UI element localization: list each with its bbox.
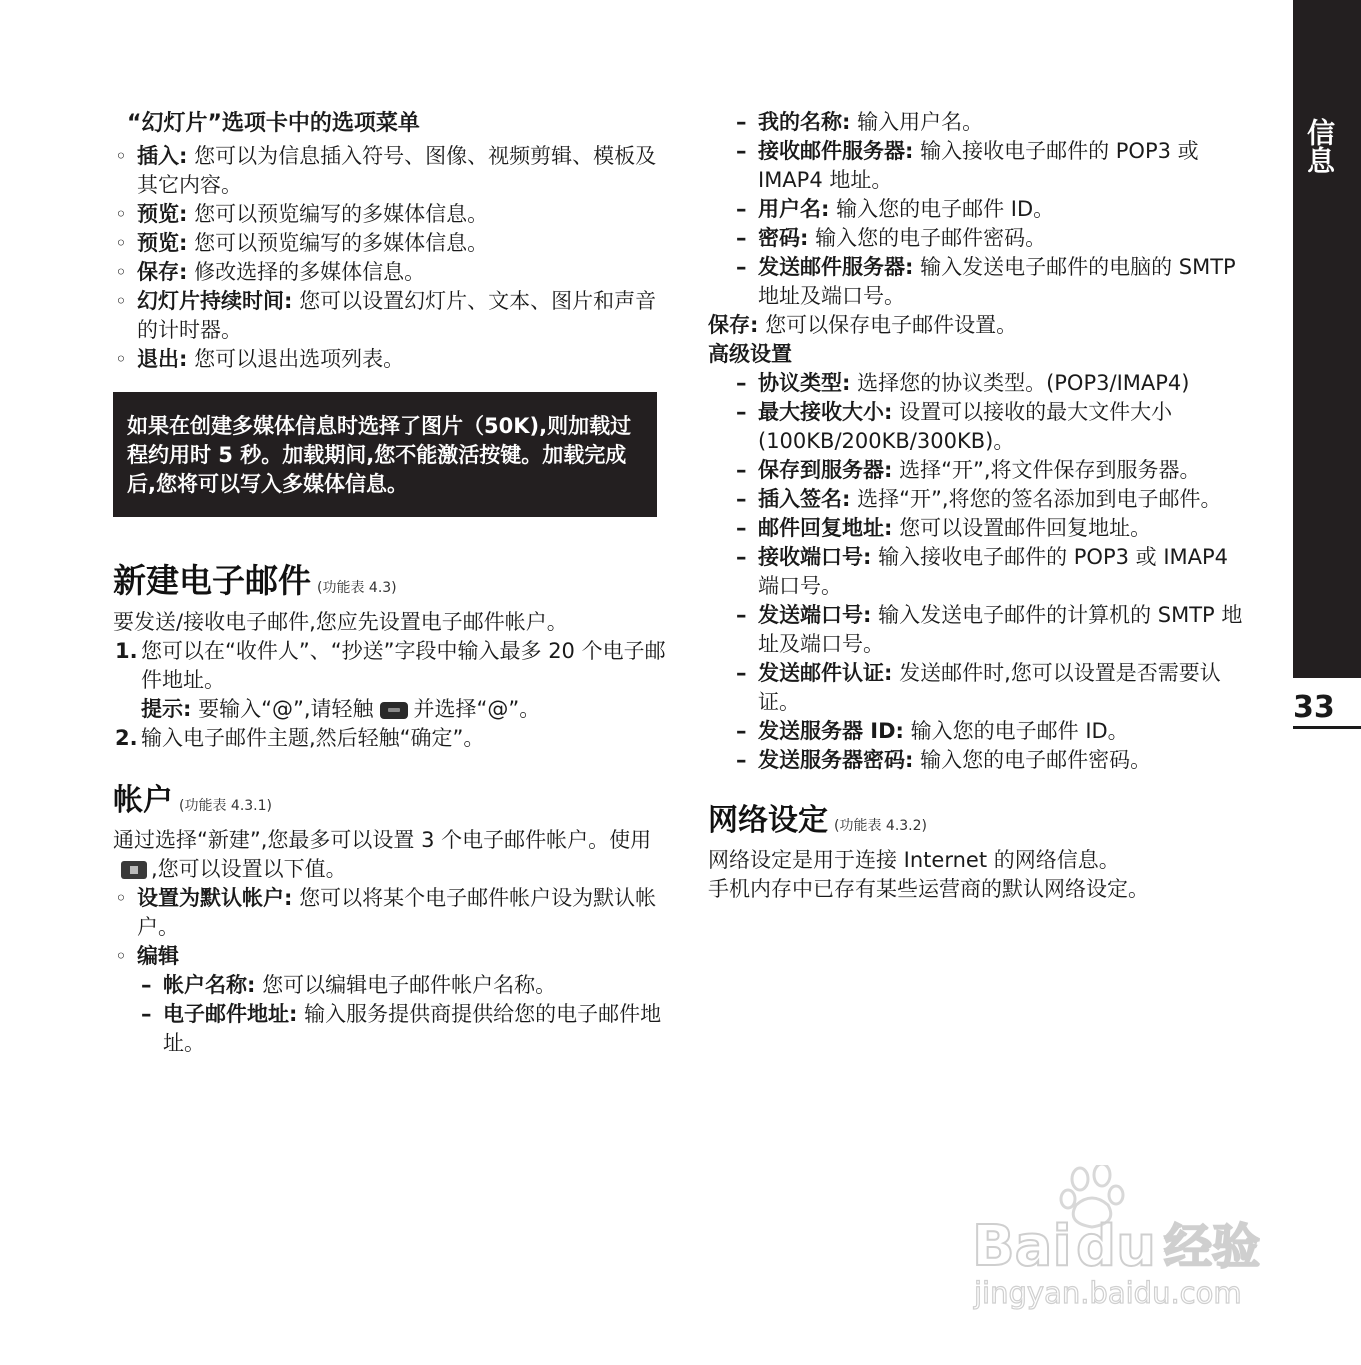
account-fields-list — [708, 108, 1253, 311]
advanced-setting-item — [708, 369, 1253, 398]
item-label: 最大接收大小: — [758, 400, 893, 424]
watermark-brand: Bai — [972, 1214, 1072, 1279]
section-tab-label: 信息 — [1303, 118, 1336, 174]
tip-text-b: 并选择“@”。 — [413, 697, 541, 721]
advanced-setting-item — [708, 659, 1253, 717]
tip-line — [113, 695, 673, 724]
account-options-list — [113, 884, 673, 971]
item-text: 您可以预览编写的多媒体信息。 — [187, 231, 489, 255]
dash-marker: – — [736, 748, 747, 772]
baidu-jingyan-watermark — [968, 1165, 1278, 1315]
account-intro — [113, 826, 673, 884]
item-text: 您可以将某个电子邮件帐户设为默认帐户。 — [137, 886, 657, 939]
item-label: 发送邮件认证: — [758, 661, 893, 685]
step-2-text: 输入电子邮件主题,然后轻触“确定”。 — [141, 726, 485, 750]
menu-key-icon — [121, 861, 147, 879]
item-text: 输入用户名。 — [850, 110, 984, 134]
dash-marker: – — [736, 139, 747, 163]
dash-marker: – — [736, 371, 747, 395]
dash-marker: – — [736, 603, 747, 627]
item-text: 输入接收电子邮件的 POP3 或 IMAP4 端口号。 — [758, 545, 1229, 598]
network-heading — [708, 801, 1253, 846]
advanced-setting-item — [708, 746, 1253, 775]
item-text: 输入发送电子邮件的电脑的 SMTP 地址及端口号。 — [758, 255, 1236, 308]
advanced-setting-item — [708, 543, 1253, 601]
account-heading — [113, 781, 673, 826]
advanced-setting-item — [708, 398, 1253, 456]
section-tab — [1293, 0, 1361, 678]
save-label: 保存: — [708, 313, 759, 337]
dash-marker: – — [736, 545, 747, 569]
left-column — [113, 108, 673, 1058]
step-1-text: 您可以在“收件人”、“抄送”字段中输入最多 20 个电子邮件地址。 — [141, 639, 666, 692]
account-field-item — [708, 224, 1253, 253]
item-text: 输入服务提供商提供给您的电子邮件地址。 — [163, 1002, 662, 1055]
advanced-setting-item — [708, 514, 1253, 543]
dash-marker: – — [736, 719, 747, 743]
watermark-cn: 经验 — [1164, 1219, 1261, 1275]
advanced-setting-item — [708, 601, 1253, 659]
dash-marker: – — [141, 973, 152, 997]
account-title: 帐户 — [113, 783, 173, 818]
item-label: 发送服务器密码: — [758, 748, 914, 772]
dash-marker: – — [736, 400, 747, 424]
dash-marker: – — [736, 516, 747, 540]
item-label: 密码: — [758, 226, 809, 250]
item-text: 您可以为信息插入符号、图像、视频剪辑、模板及其它内容。 — [137, 144, 657, 197]
item-label: 接收端口号: — [758, 545, 872, 569]
edit-options-list — [113, 971, 673, 1058]
item-label: 插入: — [137, 144, 188, 168]
advanced-settings-list — [708, 369, 1253, 775]
slides-options-heading: “幻灯片”选项卡中的选项菜单 — [127, 111, 420, 136]
item-text: 输入您的电子邮件 ID。 — [903, 719, 1129, 743]
account-field-item — [708, 137, 1253, 195]
item-label: 保存: — [137, 260, 188, 284]
save-line — [708, 311, 1253, 340]
item-label: 插入签名: — [758, 487, 851, 511]
slides-option-item — [113, 345, 673, 374]
item-text: 您可以预览编写的多媒体信息。 — [187, 202, 489, 226]
step-1 — [113, 637, 673, 695]
new-email-heading — [113, 561, 673, 608]
tip-text-a: 要输入“@”,请轻触 — [191, 697, 374, 721]
network-line-2: 手机内存中已存有某些运营商的默认网络设定。 — [708, 877, 1149, 901]
item-label: 我的名称: — [758, 110, 851, 134]
item-label: 保存到服务器: — [758, 458, 893, 482]
slides-option-item — [113, 200, 673, 229]
dash-marker: – — [736, 661, 747, 685]
dash-marker: – — [736, 255, 747, 279]
item-text: 输入您的电子邮件密码。 — [913, 748, 1152, 772]
item-label: 接收邮件服务器: — [758, 139, 914, 163]
item-text: 输入接收电子邮件的 POP3 或 IMAP4 地址。 — [758, 139, 1199, 192]
slides-option-item — [113, 229, 673, 258]
step-2 — [113, 724, 673, 753]
item-text: 选择“开”,将您的签名添加到电子邮件。 — [850, 487, 1222, 511]
account-field-item — [708, 253, 1253, 311]
item-label: 发送端口号: — [758, 603, 872, 627]
item-text: 您可以编辑电子邮件帐户名称。 — [255, 973, 557, 997]
network-line-1: 网络设定是用于连接 Internet 的网络信息。 — [708, 848, 1120, 872]
item-label: 预览: — [137, 231, 188, 255]
item-label: 幻灯片持续时间: — [137, 289, 293, 313]
item-label: 邮件回复地址: — [758, 516, 893, 540]
item-label: 编辑 — [137, 944, 179, 968]
step-2-number: 2. — [115, 726, 138, 750]
item-label: 发送邮件服务器: — [758, 255, 914, 279]
account-intro-a: 通过选择“新建”,您最多可以设置 3 个电子邮件帐户。使用 — [113, 828, 652, 852]
dash-marker: – — [736, 110, 747, 134]
dash-marker: – — [736, 487, 747, 511]
slides-option-item — [113, 142, 673, 200]
item-text: 您可以退出选项列表。 — [187, 347, 405, 371]
item-label: 设置为默认帐户: — [137, 886, 293, 910]
account-option-item — [113, 884, 673, 942]
network-title: 网络设定 — [708, 803, 828, 838]
account-intro-b: ,您可以设置以下值。 — [151, 857, 347, 881]
advanced-setting-item — [708, 485, 1253, 514]
new-email-intro: 要发送/接收电子邮件,您应先设置电子邮件帐户。 — [113, 610, 568, 634]
item-text: 您可以设置幻灯片、文本、图片和声音的计时器。 — [137, 289, 657, 342]
item-text: 选择您的协议类型。(POP3/IMAP4) — [850, 371, 1190, 395]
item-text: 您可以设置邮件回复地址。 — [892, 516, 1152, 540]
new-email-title: 新建电子邮件 — [113, 561, 311, 600]
step-1-number: 1. — [115, 639, 138, 663]
slides-options-list — [113, 142, 673, 374]
network-menu-ref: (功能表 4.3.2) — [834, 818, 927, 834]
item-label: 电子邮件地址: — [163, 1002, 298, 1026]
item-text: 修改选择的多媒体信息。 — [187, 260, 426, 284]
item-text: 输入您的电子邮件 ID。 — [829, 197, 1055, 221]
item-text: 输入发送电子邮件的计算机的 SMTP 地址及端口号。 — [758, 603, 1243, 656]
advanced-setting-item — [708, 717, 1253, 746]
dash-marker: – — [736, 458, 747, 482]
item-label: 用户名: — [758, 197, 830, 221]
account-menu-ref: (功能表 4.3.1) — [179, 798, 272, 814]
item-label: 帐户名称: — [163, 973, 256, 997]
advanced-heading: 高级设置 — [708, 342, 792, 366]
dash-marker: – — [736, 197, 747, 221]
item-text: 输入您的电子邮件密码。 — [808, 226, 1047, 250]
right-column — [708, 108, 1253, 904]
account-field-item — [708, 195, 1253, 224]
item-label: 协议类型: — [758, 371, 851, 395]
symbol-key-icon — [380, 702, 408, 719]
new-email-menu-ref: (功能表 4.3) — [317, 580, 397, 596]
item-label: 预览: — [137, 202, 188, 226]
watermark-brand-2: du — [1076, 1214, 1156, 1279]
item-text: 设置可以接收的最大文件大小(100KB/200KB/300KB)。 — [758, 400, 1173, 453]
note-box: 如果在创建多媒体信息时选择了图片（50K),则加载过程约用时 5 秒。加载期间,您不能激活按键。加载完成后,您将可以写入多媒体信息。 — [113, 392, 657, 517]
page-number: 33 — [1293, 690, 1335, 725]
edit-option-item — [113, 1000, 673, 1058]
dash-marker: – — [141, 1002, 152, 1026]
save-text: 您可以保存电子邮件设置。 — [758, 313, 1018, 337]
account-field-item — [708, 108, 1253, 137]
item-text: 选择“开”,将文件保存到服务器。 — [892, 458, 1201, 482]
item-label: 发送服务器 ID: — [758, 719, 904, 743]
account-option-item — [113, 942, 673, 971]
tip-label: 提示: — [141, 697, 192, 721]
watermark-url: jingyan.baidu.com — [974, 1276, 1242, 1310]
advanced-setting-item — [708, 456, 1253, 485]
item-label: 退出: — [137, 347, 188, 371]
page-number-rule — [1293, 726, 1361, 729]
slides-option-item — [113, 258, 673, 287]
dash-marker: – — [736, 226, 747, 250]
slides-option-item — [113, 287, 673, 345]
item-text: 发送邮件时,您可以设置是否需要认证。 — [758, 661, 1221, 714]
edit-option-item — [113, 971, 673, 1000]
